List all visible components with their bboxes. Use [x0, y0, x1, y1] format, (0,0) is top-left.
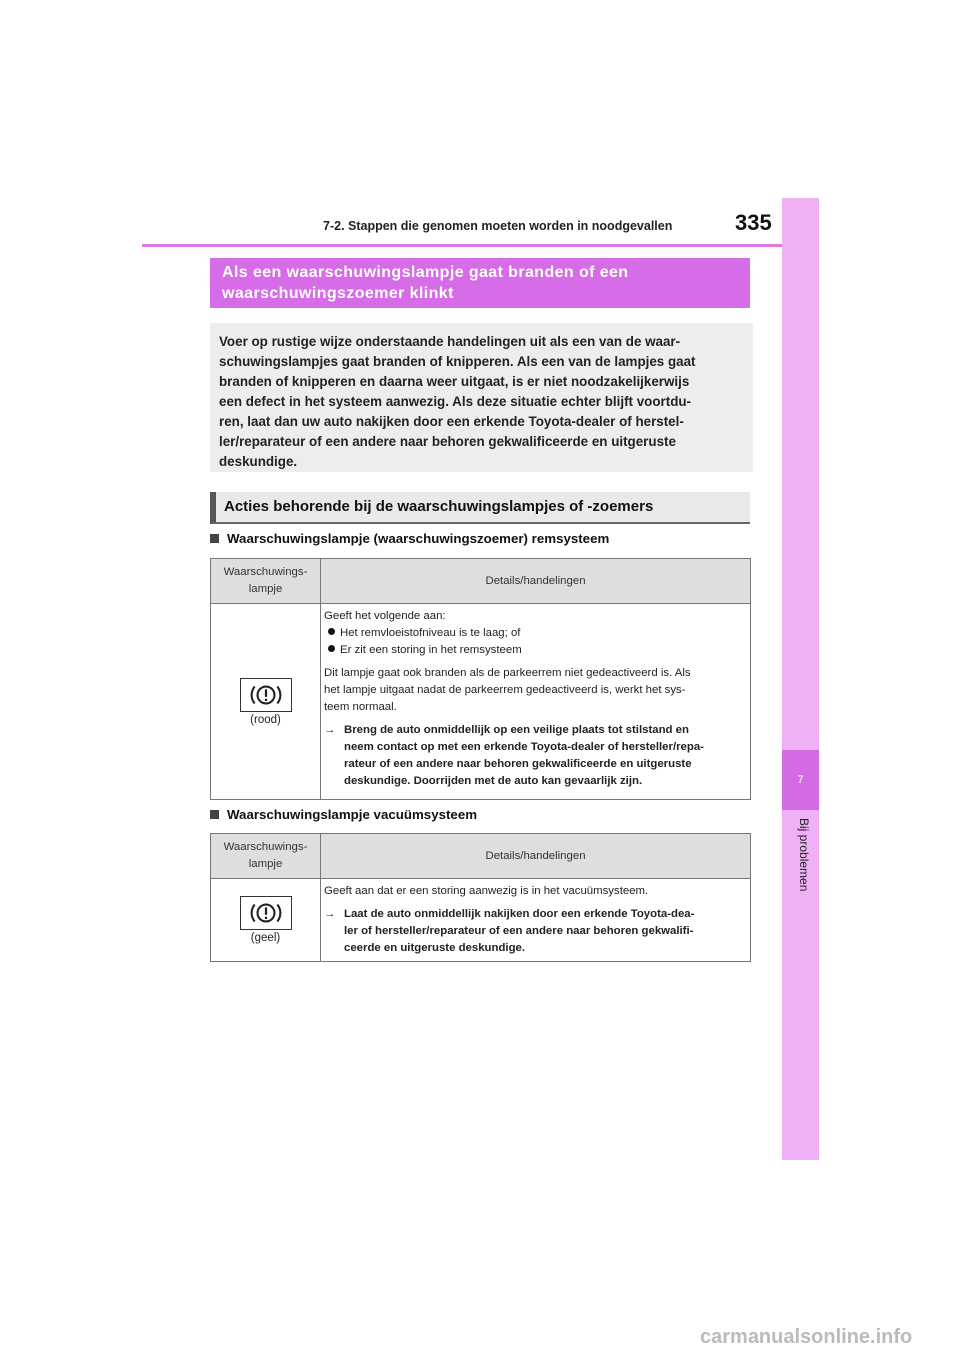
lamp-caption: (geel) — [250, 932, 281, 944]
details-cell — [321, 604, 751, 800]
column-header-line: Waarschuwings- — [223, 566, 308, 578]
chapter-side-tab — [782, 198, 819, 1160]
lamp-caption: (rood) — [250, 713, 281, 726]
details-intro: Geeft het volgende aan: — [324, 610, 446, 622]
action-line: neem contact op met een erkende Toyota-dealer of hersteller/repa- — [344, 741, 704, 753]
intro-line: Voer op rustige wijze onderstaande handelingen uit als een van de waar- — [219, 334, 681, 349]
lamp-cell — [211, 604, 321, 800]
item-heading-text: Waarschuwingslampje vacuümsysteem — [227, 807, 478, 822]
action-line: ler of hersteller/reparateur of een andere naar behoren gekwalifi- — [344, 925, 694, 937]
details-note-line: Dit lampje gaat ook branden als de parkeerrem niet gedeactiveerd is. Als — [324, 667, 691, 679]
action-line: rateur of een andere naar behoren gekwalificeerde en uitgeruste — [344, 758, 692, 770]
action-line: deskundige. Doorrijden met de auto kan gevaarlijk zijn. — [344, 775, 643, 787]
column-header-line: Waarschuwings- — [223, 841, 308, 853]
action-line: Laat de auto onmiddellijk nakijken door een erkende Toyota-dea- — [344, 908, 695, 920]
page-title-line: waarschuwingszoemer klinkt — [222, 285, 454, 302]
column-header-lamp — [211, 834, 321, 879]
column-header-details: Details/handelingen — [321, 559, 751, 604]
action-line: Breng de auto onmiddellijk op een veilige plaats tot stilstand en — [344, 724, 689, 736]
page-title-line: Als een waarschuwingslampje gaat branden of een — [222, 264, 629, 281]
brake-warning-icon — [240, 678, 292, 712]
vacuum-warning-icon — [240, 896, 292, 930]
intro-line: schuwingslampjes gaat branden of knipperen. Als een van de lampjes gaat — [219, 354, 696, 369]
column-header-line: lampje — [248, 858, 283, 870]
table-header-row — [211, 559, 751, 604]
item-heading — [210, 531, 609, 546]
intro-line: deskundige. — [219, 454, 298, 469]
action-instruction — [324, 906, 747, 957]
action-instruction — [324, 722, 747, 790]
arrow-icon: → — [324, 724, 336, 736]
column-header-details: Details/handelingen — [321, 834, 751, 879]
details-cell — [321, 879, 751, 962]
intro-line: een defect in het systeem aanwezig. Als deze situatie echter blijft voortdu- — [219, 394, 692, 409]
intro-line: branden of knipperen en daarna weer uitgaat, is er niet noodzakelijkerwijs — [219, 374, 690, 389]
details-bullet: Het remvloeistofniveau is te laag; of — [324, 625, 747, 642]
table-row — [211, 604, 751, 800]
table-header-row — [211, 834, 751, 879]
column-header-line: lampje — [248, 583, 283, 595]
details-intro: Geeft aan dat er een storing aanwezig is in het vacuümsysteem. — [324, 885, 649, 897]
subsection-heading: Acties behorende bij de waarschuwingslampjes of -zoemers — [210, 492, 750, 524]
action-line: ceerde en uitgeruste deskundige. — [344, 942, 526, 954]
chapter-number-badge — [782, 750, 819, 810]
details-note-line: teem normaal. — [324, 701, 397, 713]
chapter-side-label: Bij problemen — [797, 818, 811, 892]
item-heading — [210, 807, 477, 822]
details-note-line: het lampje uitgaat nadat de parkeerrem gedeactiveerd is, werkt het sys- — [324, 684, 686, 696]
footer-watermark: carmanualsonline.info — [700, 1326, 913, 1348]
page-number: 335 — [735, 210, 772, 235]
details-bullet: Er zit een storing in het remsysteem — [324, 642, 747, 659]
header-divider — [142, 244, 782, 247]
section-heading: 7-2. Stappen die genomen moeten worden in noodgevallen — [323, 219, 673, 233]
intro-panel — [210, 323, 753, 472]
square-bullet-icon — [210, 534, 219, 543]
warning-table-vacuum — [210, 833, 751, 962]
chapter-number: 7 — [797, 774, 804, 786]
arrow-icon: → — [324, 908, 336, 920]
intro-line: ler/reparateur of een andere naar behoren gekwalificeerde en uitgeruste — [219, 434, 676, 449]
intro-line: ren, laat dan uw auto nakijken door een erkende Toyota-dealer of herstel- — [219, 414, 684, 429]
lamp-cell — [211, 879, 321, 962]
column-header-lamp — [211, 559, 321, 604]
table-row — [211, 879, 751, 962]
square-bullet-icon — [210, 810, 219, 819]
item-heading-text: Waarschuwingslampje (waarschuwingszoemer) remsysteem — [227, 531, 610, 546]
page-title-box — [210, 258, 750, 308]
warning-table-brake — [210, 558, 751, 800]
